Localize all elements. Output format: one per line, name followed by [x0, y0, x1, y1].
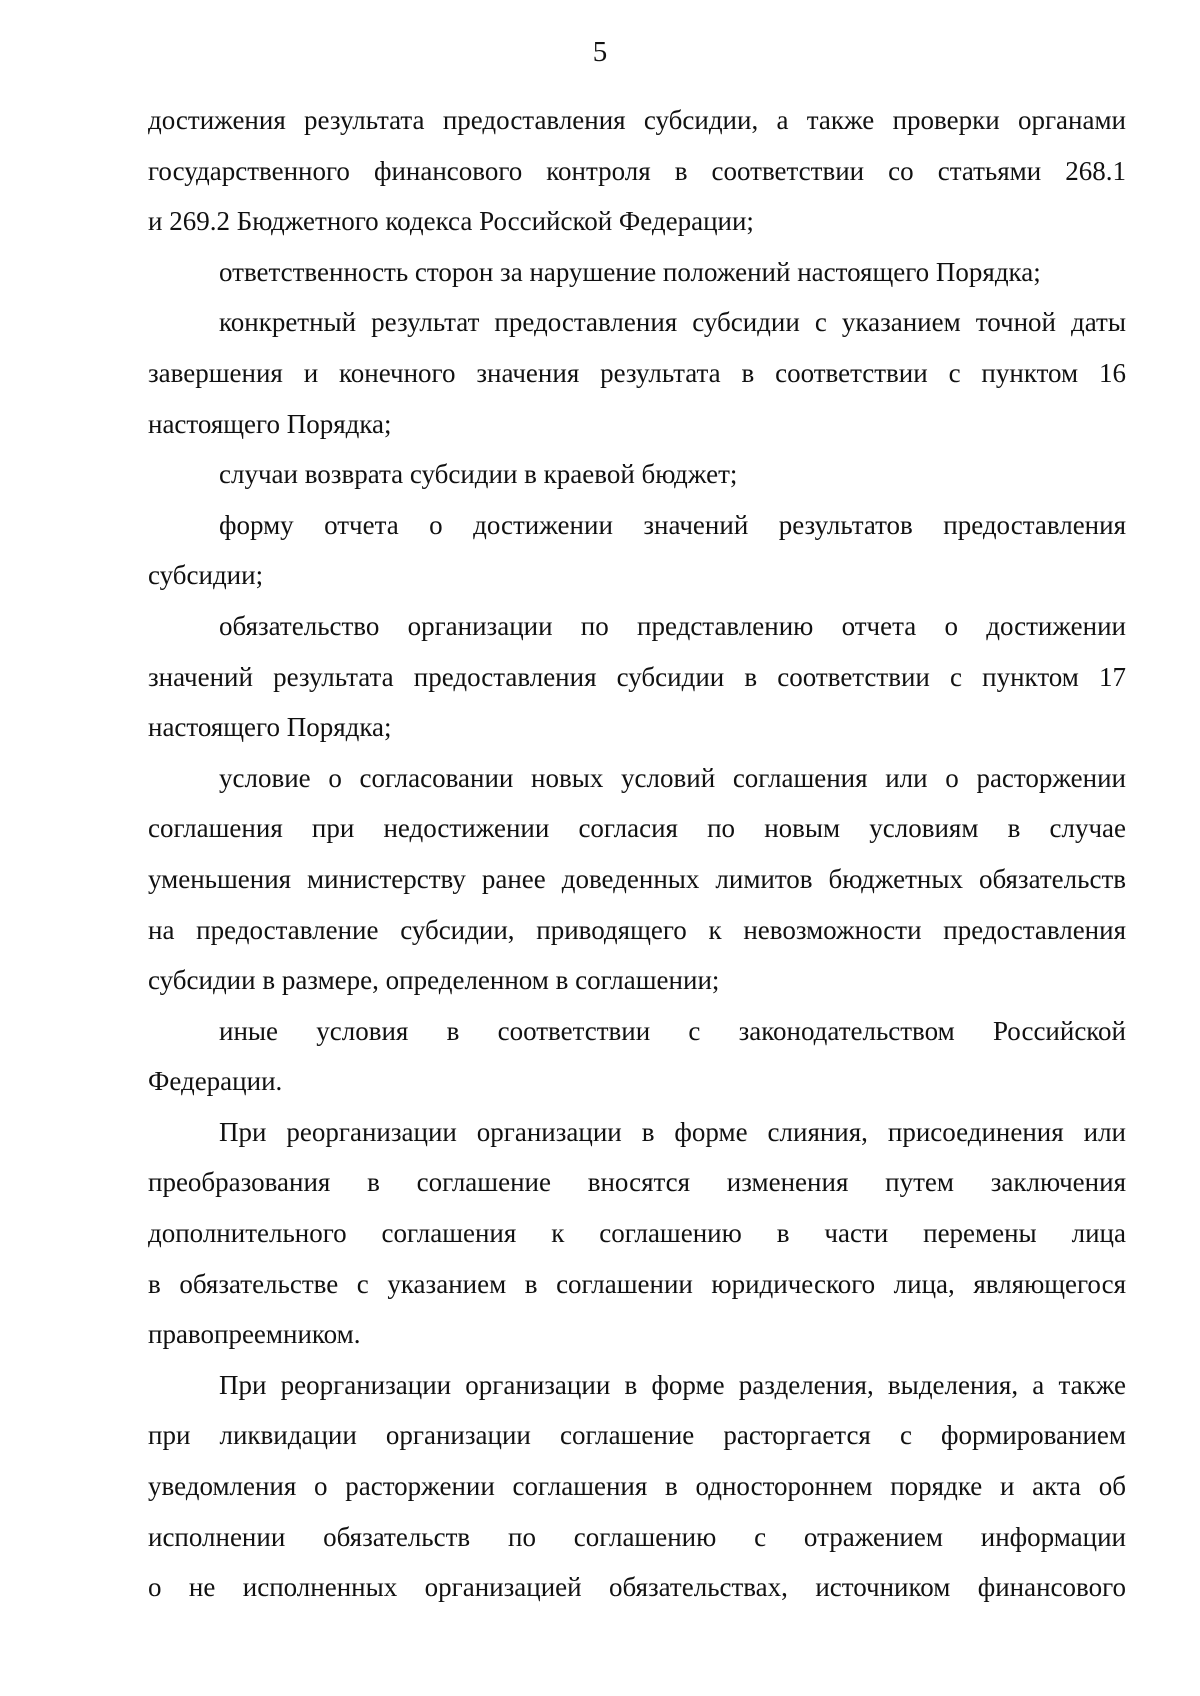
text-line: форму отчета о достижении значений результатов предоставления [219, 509, 1126, 540]
text-line: преобразования в соглашение вносятся изменения путем заключения [148, 1167, 1126, 1198]
text-line: завершения и конечного значения результата в соответствии с пунктом 16 [148, 357, 1126, 388]
text-line: ответственность сторон за нарушение положений настоящего Порядка; [219, 256, 1041, 287]
text-line: о не исполненных организацией обязательствах, источником финансового [148, 1572, 1126, 1603]
text-line: случаи возврата субсидии в краевой бюджет; [219, 459, 738, 490]
text-line: и 269.2 Бюджетного кодекса Российской Федерации; [148, 206, 754, 237]
text-line: Федерации. [148, 1066, 283, 1097]
text-line: настоящего Порядка; [148, 712, 392, 743]
text-line: иные условия в соответствии с законодательством Российской [219, 1015, 1126, 1046]
text-line: на предоставление субсидии, приводящего к невозможности предоставления [148, 914, 1126, 945]
document-body [148, 95, 1126, 1613]
text-line: государственного финансового контроля в соответствии со статьями 268.1 [148, 155, 1126, 186]
text-line: дополнительного соглашения к соглашению в части перемены лица [148, 1218, 1126, 1249]
text-line: в обязательстве с указанием в соглашении юридического лица, являющегося [148, 1268, 1126, 1299]
text-line: конкретный результат предоставления субсидии с указанием точной даты [219, 307, 1126, 338]
text-line: субсидии в размере, определенном в соглашении; [148, 965, 720, 996]
text-line: уведомления о расторжении соглашения в одностороннем порядке и акта об [148, 1471, 1126, 1502]
text-line: обязательство организации по представлению отчета о достижении [219, 610, 1126, 641]
text-line: исполнении обязательств по соглашению с отражением информации [148, 1521, 1126, 1552]
page-number: 5 [592, 36, 608, 68]
text-line: субсидии; [148, 560, 264, 591]
text-line: При реорганизации организации в форме разделения, выделения, а также [219, 1369, 1126, 1400]
text-line: настоящего Порядка; [148, 408, 392, 439]
text-line: достижения результата предоставления субсидии, а также проверки органами [148, 105, 1126, 135]
text-line: при ликвидации организации соглашение расторгается с формированием [148, 1420, 1126, 1451]
text-line: значений результата предоставления субсидии в соответствии с пунктом 17 [148, 661, 1126, 692]
text-line: условие о согласовании новых условий соглашения или о расторжении [219, 762, 1126, 793]
text-line: уменьшения министерству ранее доведенных лимитов бюджетных обязательств [148, 863, 1126, 894]
text-line: соглашения при недостижении согласия по новым условиям в случае [148, 813, 1126, 844]
text-line: правопреемником. [148, 1319, 361, 1350]
text-line: При реорганизации организации в форме слияния, присоединения или [219, 1116, 1126, 1147]
